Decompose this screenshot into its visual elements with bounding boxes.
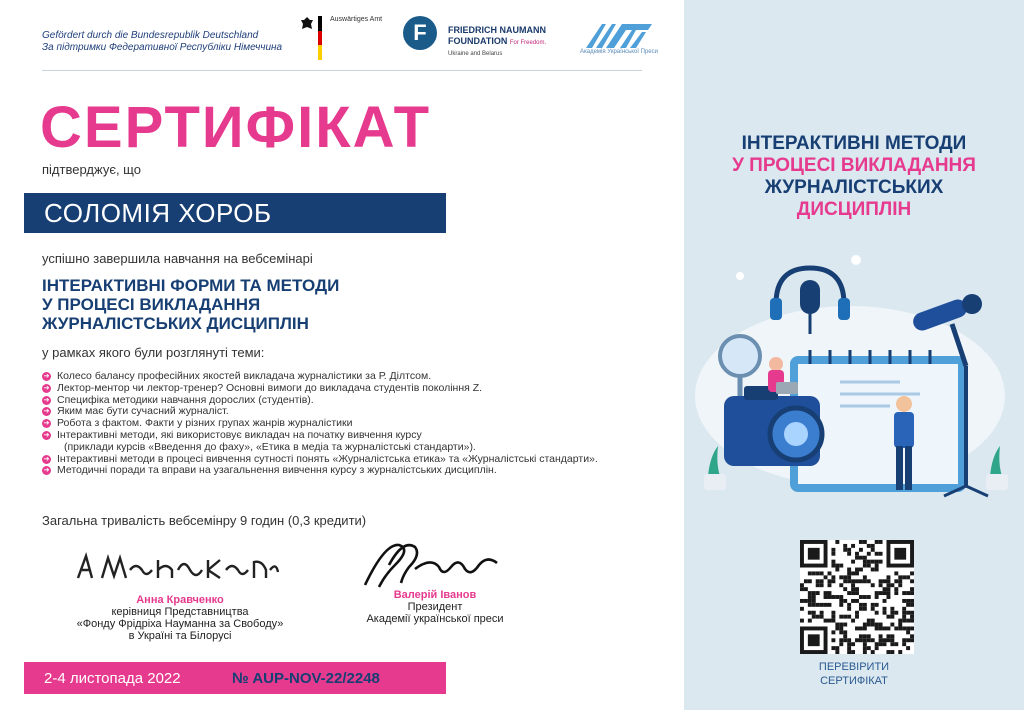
side-title-line: ДИСЦИПЛІН xyxy=(796,199,912,220)
fnf-logo-icon: F xyxy=(403,16,437,50)
federal-eagle-icon xyxy=(300,16,314,32)
arrow-bullet-icon: ➔ xyxy=(43,467,50,475)
topic-item xyxy=(42,465,598,477)
topic-text: Інтерактивні методи, які використовує викладач на початку вивчення курсу xyxy=(57,428,422,441)
course-title xyxy=(42,276,339,333)
topic-text: Специфіка методики навчання дорослих (студентів). xyxy=(57,393,314,406)
topics-list xyxy=(42,371,598,477)
topic-text: Методичні поради та вправи на узагальнення вивчення курсу з журналістських дисциплін. xyxy=(57,464,497,477)
topic-text: Робота з фактом. Факти у різних групах жанрів журналістики xyxy=(57,417,353,430)
verify-line: ПЕРЕВІРИТИ xyxy=(818,661,890,673)
signatory-role: Президент xyxy=(407,601,463,613)
certificate-number: № AUP-NOV-22/2248 xyxy=(232,670,380,687)
arrow-bullet-icon: ➔ xyxy=(43,431,50,439)
signatory-role: Академії української преси xyxy=(366,613,504,625)
certificate-date: 2-4 листопада 2022 xyxy=(44,670,181,687)
recipient-name: СОЛОМІЯ ХОРОБ xyxy=(44,198,272,228)
arrow-bullet-icon: ➔ xyxy=(43,455,50,463)
completed-text: успішно завершила навчання на вебсемінарі xyxy=(42,251,313,266)
side-title-line: У ПРОЦЕСІ ВИКЛАДАННЯ xyxy=(732,155,976,176)
verification-qr-code[interactable] xyxy=(800,540,914,654)
certificate-title: СЕРТИФІКАТ xyxy=(40,95,432,160)
topic-text: Інтерактивні методи в процесі вивчення сутності понять «Журналістська етика» та «Журналістські стандарти». xyxy=(57,452,598,465)
course-title-line: У ПРОЦЕСІ ВИКЛАДАННЯ xyxy=(42,295,261,314)
fnf-for-freedom: For Freedom. xyxy=(509,40,547,46)
journalism-illustration xyxy=(690,246,1010,500)
side-title-line: ІНТЕРАКТИВНІ МЕТОДИ xyxy=(741,133,967,154)
header-divider xyxy=(42,70,642,71)
topic-text: Лектор-ментор чи лектор-тренер? Основні вимоги до викладача студентів покоління Z. xyxy=(57,381,483,394)
topic-text: (приклади курсів «Введення до фаху», «Етика в медіа та журналістські стандарти»). xyxy=(64,440,476,453)
side-title-line: ЖУРНАЛІСТСЬКИХ xyxy=(764,177,944,198)
arrow-bullet-icon: ➔ xyxy=(43,373,50,380)
signatory-role: в Україні та Білорусі xyxy=(128,630,232,642)
verify-link[interactable] xyxy=(684,660,1024,688)
signatory-ivanov xyxy=(355,589,515,625)
funding-note xyxy=(42,30,282,54)
fnf-line2: FOUNDATION xyxy=(448,36,508,46)
signatory-role: «Фонду Фрідріха Науманна за Свободу» xyxy=(76,618,284,630)
arrow-bullet-icon: ➔ xyxy=(43,396,50,404)
signatory-kravchenko xyxy=(60,594,300,642)
side-panel-title xyxy=(684,133,1024,221)
funding-note-ua: За підтримки Федеративної Республіки Німеччина xyxy=(42,42,283,53)
signatory-name: Валерій Іванов xyxy=(393,589,477,601)
fnf-logo-text xyxy=(448,25,546,49)
fnf-line1: FRIEDRICH NAUMANN xyxy=(448,25,546,35)
funding-note-de: Gefördert durch die Bundesrepublik Deutschland xyxy=(42,30,259,41)
signatory-name: Анна Кравченко xyxy=(136,594,224,606)
topics-intro: у рамках якого були розглянуті теми: xyxy=(42,345,265,360)
auswaertiges-amt-logo: Auswärtiges Amt xyxy=(330,16,383,23)
confirms-text: підтверджує, що xyxy=(42,162,141,177)
course-title-line: ЖУРНАЛІСТСЬКИХ ДИСЦИПЛІН xyxy=(42,314,309,333)
arrow-bullet-icon: ➔ xyxy=(43,384,50,392)
signature-kravchenko xyxy=(72,548,282,586)
course-title-line: ІНТЕРАКТИВНІ ФОРМИ ТА МЕТОДИ xyxy=(42,276,340,295)
signatory-role: керівниця Представництва xyxy=(111,606,249,618)
duration-text: Загальна тривалість вебсемінру 9 годин (0,3 кредити) xyxy=(42,513,367,528)
verify-line: СЕРТИФІКАТ xyxy=(820,675,888,687)
arrow-bullet-icon: ➔ xyxy=(43,408,50,416)
german-flag-icon xyxy=(318,16,322,60)
fnf-region: Ukraine and Belarus xyxy=(448,51,503,57)
signature-ivanov xyxy=(355,537,505,593)
arrow-bullet-icon: ➔ xyxy=(43,420,50,428)
topic-text: Колесо балансу професійних якостей викладача журналістики за Р. Ділтсом. xyxy=(57,370,432,382)
topic-text: Яким має бути сучасний журналіст. xyxy=(57,405,229,418)
aup-name: Академія Української Преси xyxy=(580,49,658,55)
